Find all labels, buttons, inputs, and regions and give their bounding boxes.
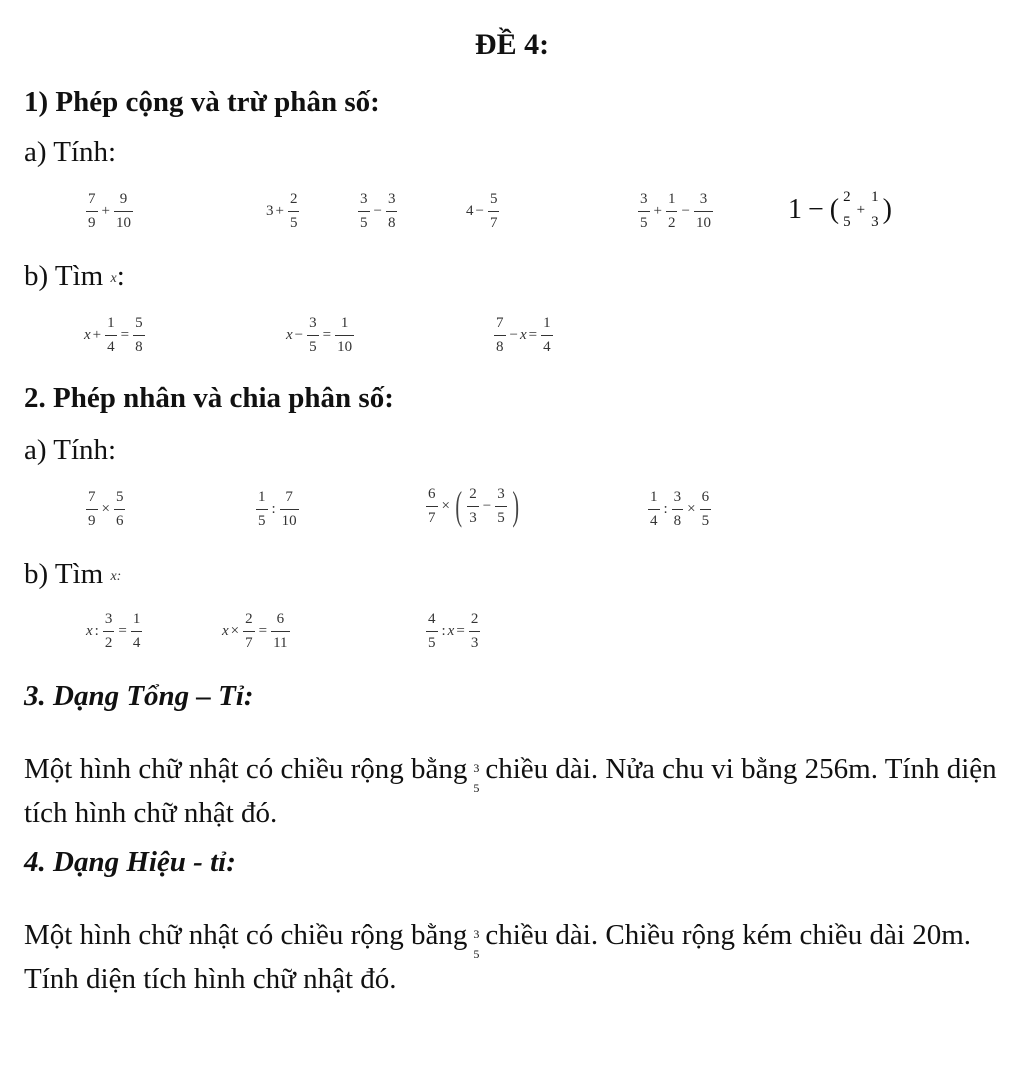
section-4-problem: Một hình chữ nhật có chiều rộng bằng 3 5 chiều dài. Chiều rộng kém chiều dài 20m. Tính diện tích hình chữ nhật đó.	[24, 919, 971, 995]
s2a-expr-4: $\frac{1}{4}$ : $\frac{3}{8}$ × $\frac{6}{5}$	[650, 489, 710, 529]
s1a-expr-5: $\frac{3}{5}$ + $\frac{1}{2}$ − $\frac{3}{10}$	[640, 191, 711, 231]
s3-fraction: 3 5	[473, 761, 480, 795]
s2b-expr-3: $\frac{4}{5}$ : x = $\frac{2}{3}$	[428, 611, 479, 651]
s1b-expr-1: x + $\frac{1}{4}$ = $\frac{5}{8}$	[84, 315, 143, 355]
s2a-expr-3: $\frac{6}{7}$ × ( $\frac{2}{3}$ − $\frac{3}{5}$ )	[428, 483, 519, 528]
section-3-problem: Một hình chữ nhật có chiều rộng bằng 3 5 chiều dài. Nửa chu vi bằng 256m. Tính diện tích hình chữ nhật đó.	[24, 753, 997, 829]
s2a-expr-2: $\frac{1}{5}$ : $\frac{7}{10}$	[258, 489, 297, 529]
s1a-expr-4: 4 − $\frac{5}{7}$	[466, 191, 498, 231]
s4-fraction: 3 5	[473, 927, 480, 961]
s1a-expr-3: $\frac{3}{5}$ − $\frac{3}{8}$	[360, 191, 396, 231]
s2b-expr-2: x × $\frac{2}{7}$ = $\frac{6}{11}$	[222, 611, 288, 651]
s2b-expr-1: x : $\frac{3}{2}$ = $\frac{1}{4}$	[86, 611, 141, 651]
s1a-expr-1: $\frac{7}{9}$ + $\frac{9}{10}$	[88, 191, 131, 231]
section-1b-label: b) Tìm x:	[24, 260, 125, 292]
s1a-expr-2: 3 + $\frac{2}{5}$	[266, 191, 298, 231]
page-title: ĐỀ 4:	[474, 28, 550, 61]
s1b-expr-2: x − $\frac{3}{5}$ = $\frac{1}{10}$	[286, 315, 353, 355]
section-4-heading: 4. Dạng Hiệu - tỉ:	[24, 846, 236, 878]
s1a-expr-6: 1 − ( 2 5 + 1 3 )	[788, 189, 892, 230]
section-3-heading: 3. Dạng Tổng – Tỉ:	[24, 680, 254, 712]
s1b-expr-3: $\frac{7}{8}$ − x = $\frac{1}{4}$	[496, 315, 551, 355]
section-1-heading: 1) Phép cộng và trừ phân số:	[24, 86, 380, 118]
section-2b-label: b) Tìm x:	[24, 558, 122, 590]
section-2-heading: 2. Phép nhân và chia phân số:	[24, 382, 394, 414]
section-2a-label: a) Tính:	[24, 434, 117, 466]
section-1a-label: a) Tính:	[24, 136, 117, 168]
s2a-expr-1: $\frac{7}{9}$ × $\frac{5}{6}$	[88, 489, 124, 529]
